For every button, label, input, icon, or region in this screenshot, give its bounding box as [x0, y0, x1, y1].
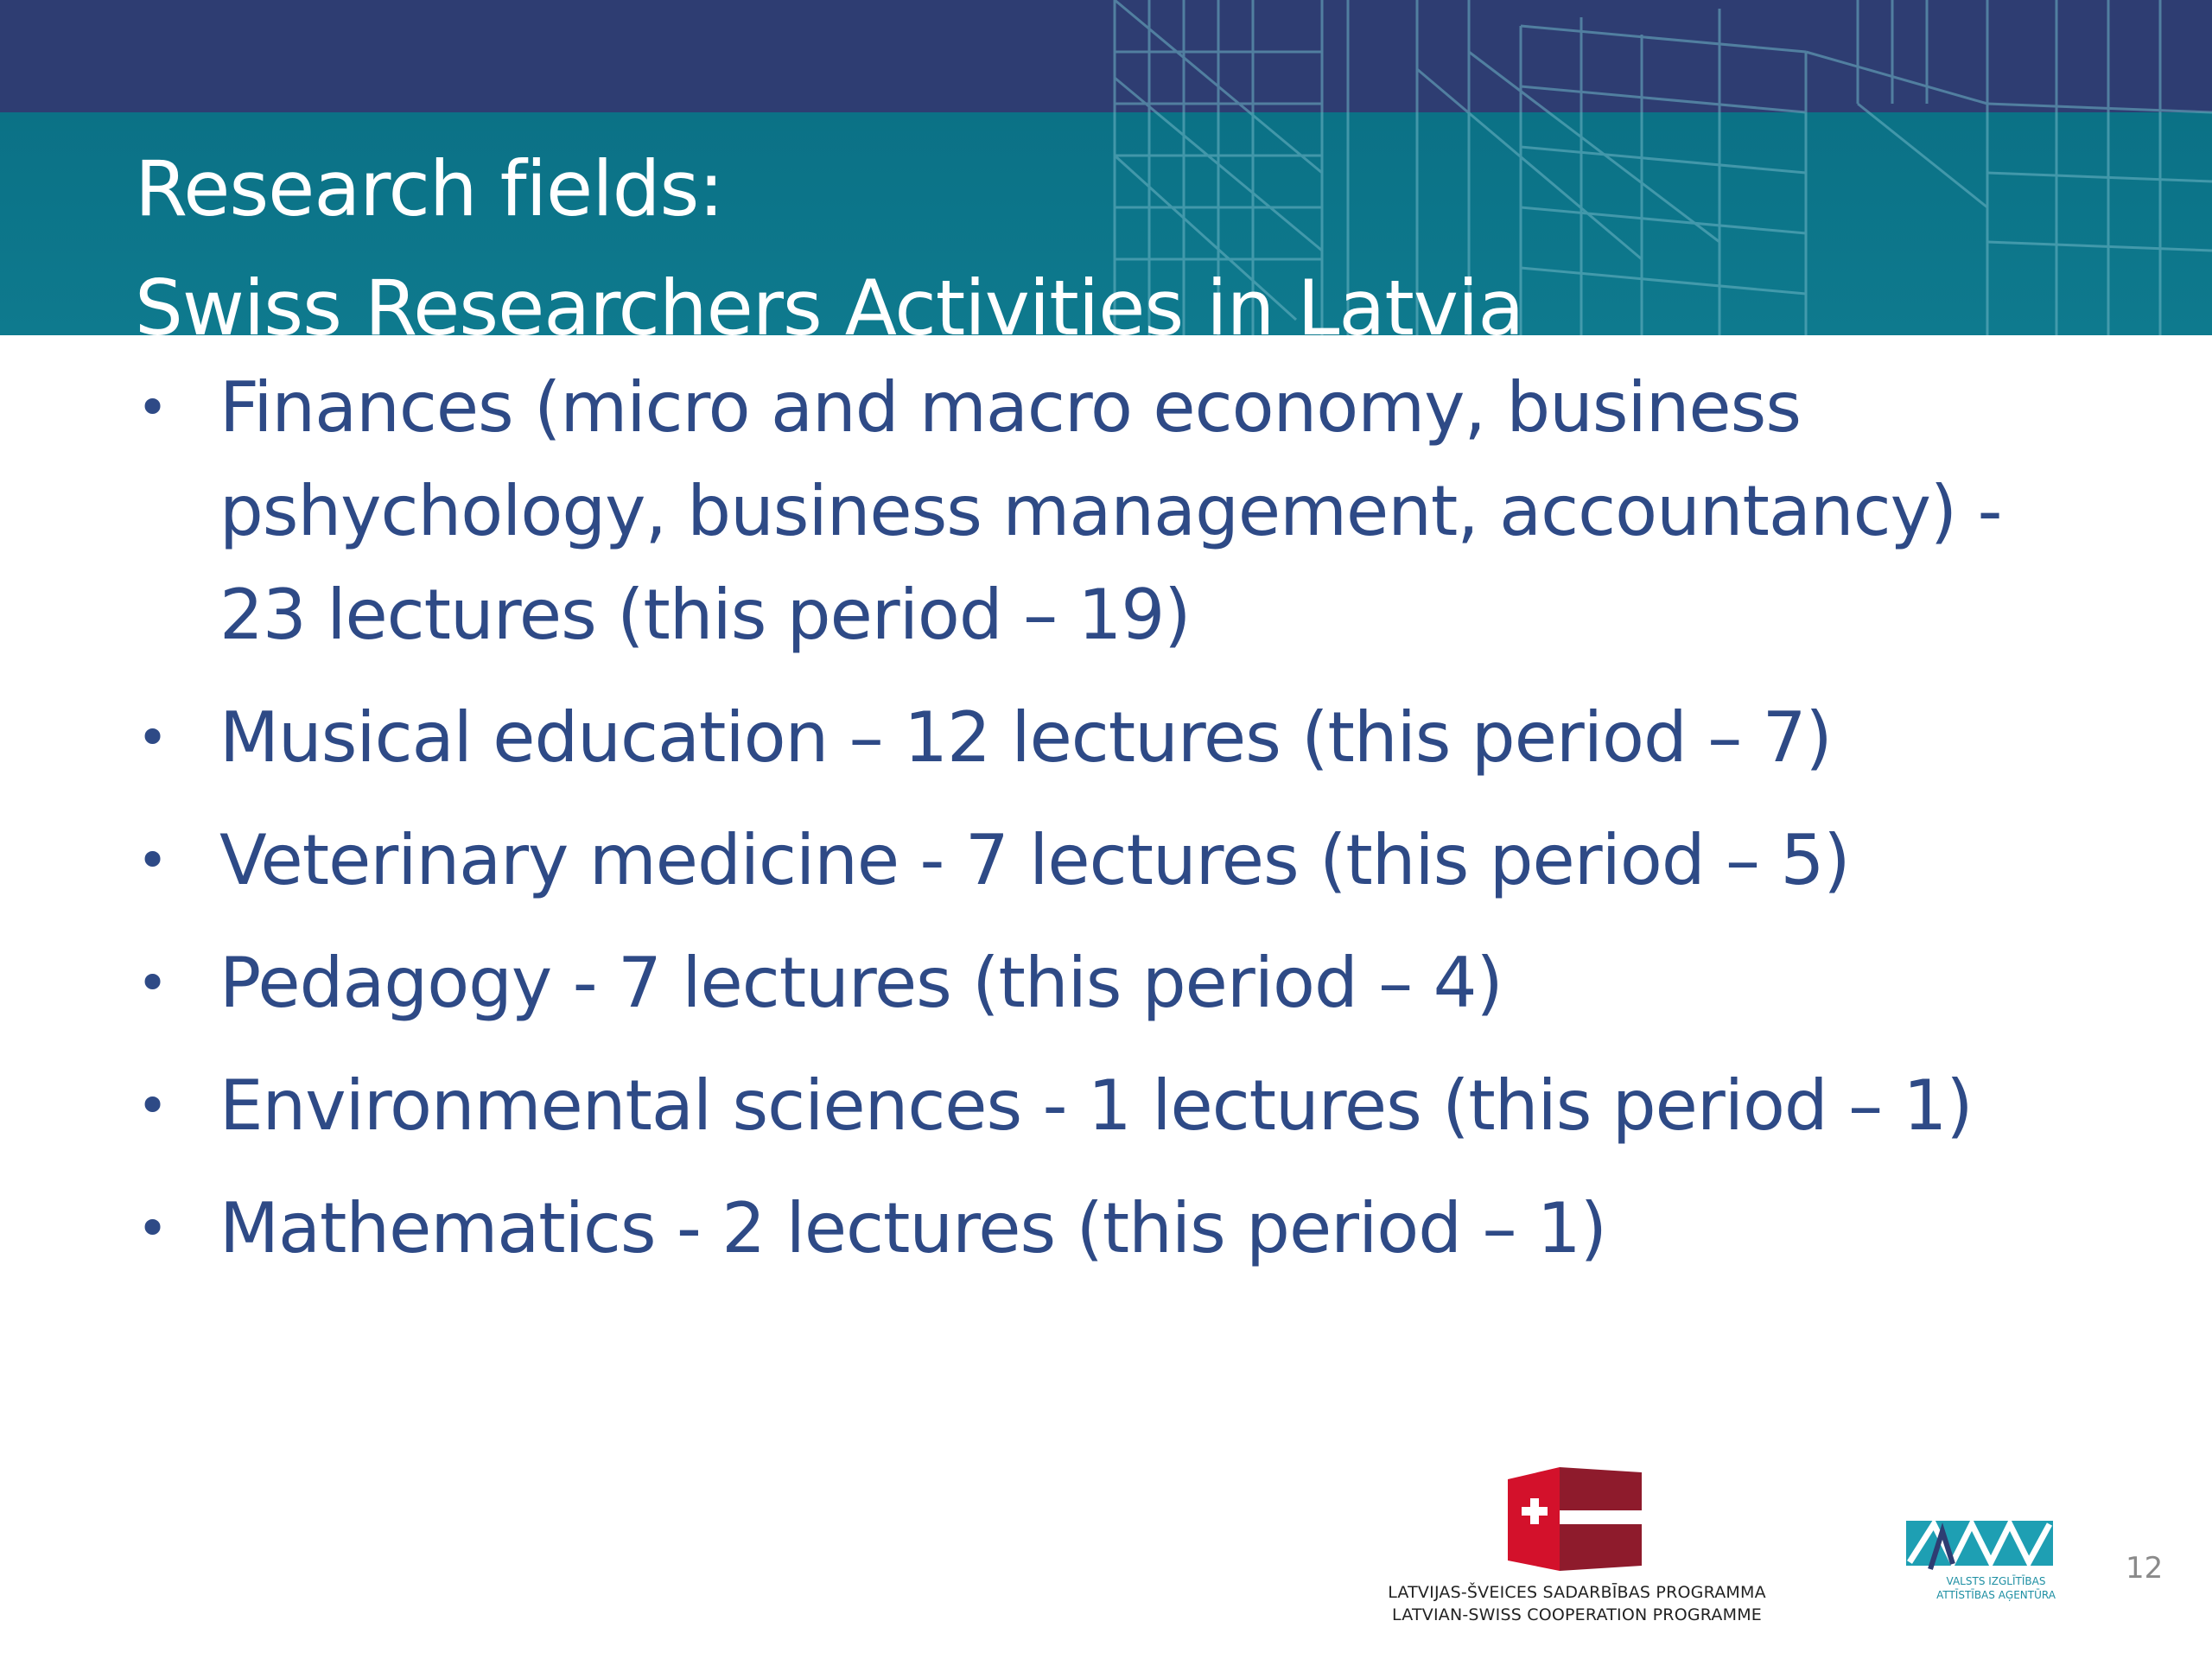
agency-name [1918, 1574, 2074, 1602]
bullet-icon: • [137, 1074, 168, 1137]
swiss-latvian-flag-icon [1508, 1467, 1642, 1571]
list-item-text: Finances (micro and macro economy, business pshychology, business management, accountancy) - 23 lectures (this period – 19) [219, 367, 2002, 655]
list-item-text: Mathematics - 2 lectures (this period – 1) [219, 1188, 1606, 1268]
agency-mark-icon [1901, 1512, 2082, 1573]
list-item [135, 1177, 2088, 1281]
list-item-text: Pedagogy - 7 lectures (this period – 4) [219, 943, 1503, 1023]
agency-logo [1901, 1512, 2082, 1616]
programme-name [1361, 1581, 1793, 1626]
programme-name-en: LATVIAN-SWISS COOPERATION PROGRAMME [1392, 1605, 1762, 1624]
programme-name-lv: LATVIJAS-ŠVEICES SADARBĪBAS PROGRAMMA [1388, 1583, 1766, 1602]
latvian-swiss-programme-logo [1361, 1460, 1793, 1633]
list-item [135, 686, 2088, 790]
list-item [135, 931, 2088, 1035]
slide-title-line-2: Swiss Researchers Activities in Latvia [135, 264, 1524, 353]
list-item [135, 1054, 2088, 1158]
bullet-icon: • [137, 951, 168, 1014]
research-fields-list [135, 356, 2088, 1300]
slide-title [135, 130, 1523, 368]
list-item [135, 356, 2088, 667]
list-item-text: Musical education – 12 lectures (this period – 7) [219, 697, 1832, 778]
bullet-icon: • [137, 376, 168, 439]
bullet-icon: • [137, 706, 168, 769]
agency-name-line-2: ATTĪSTĪBAS AĢENTŪRA [1936, 1589, 2056, 1601]
page-number: 12 [2126, 1551, 2164, 1586]
agency-name-line-1: VALSTS IZGLĪTĪBAS [1946, 1575, 2046, 1587]
bullet-icon: • [137, 1197, 168, 1260]
slide-title-line-1: Research fields: [135, 144, 723, 233]
list-item [135, 809, 2088, 912]
list-item-text: Veterinary medicine - 7 lectures (this period – 5) [219, 820, 1850, 900]
bullet-icon: • [137, 829, 168, 892]
list-item-text: Environmental sciences - 1 lectures (this period – 1) [219, 1065, 1973, 1146]
